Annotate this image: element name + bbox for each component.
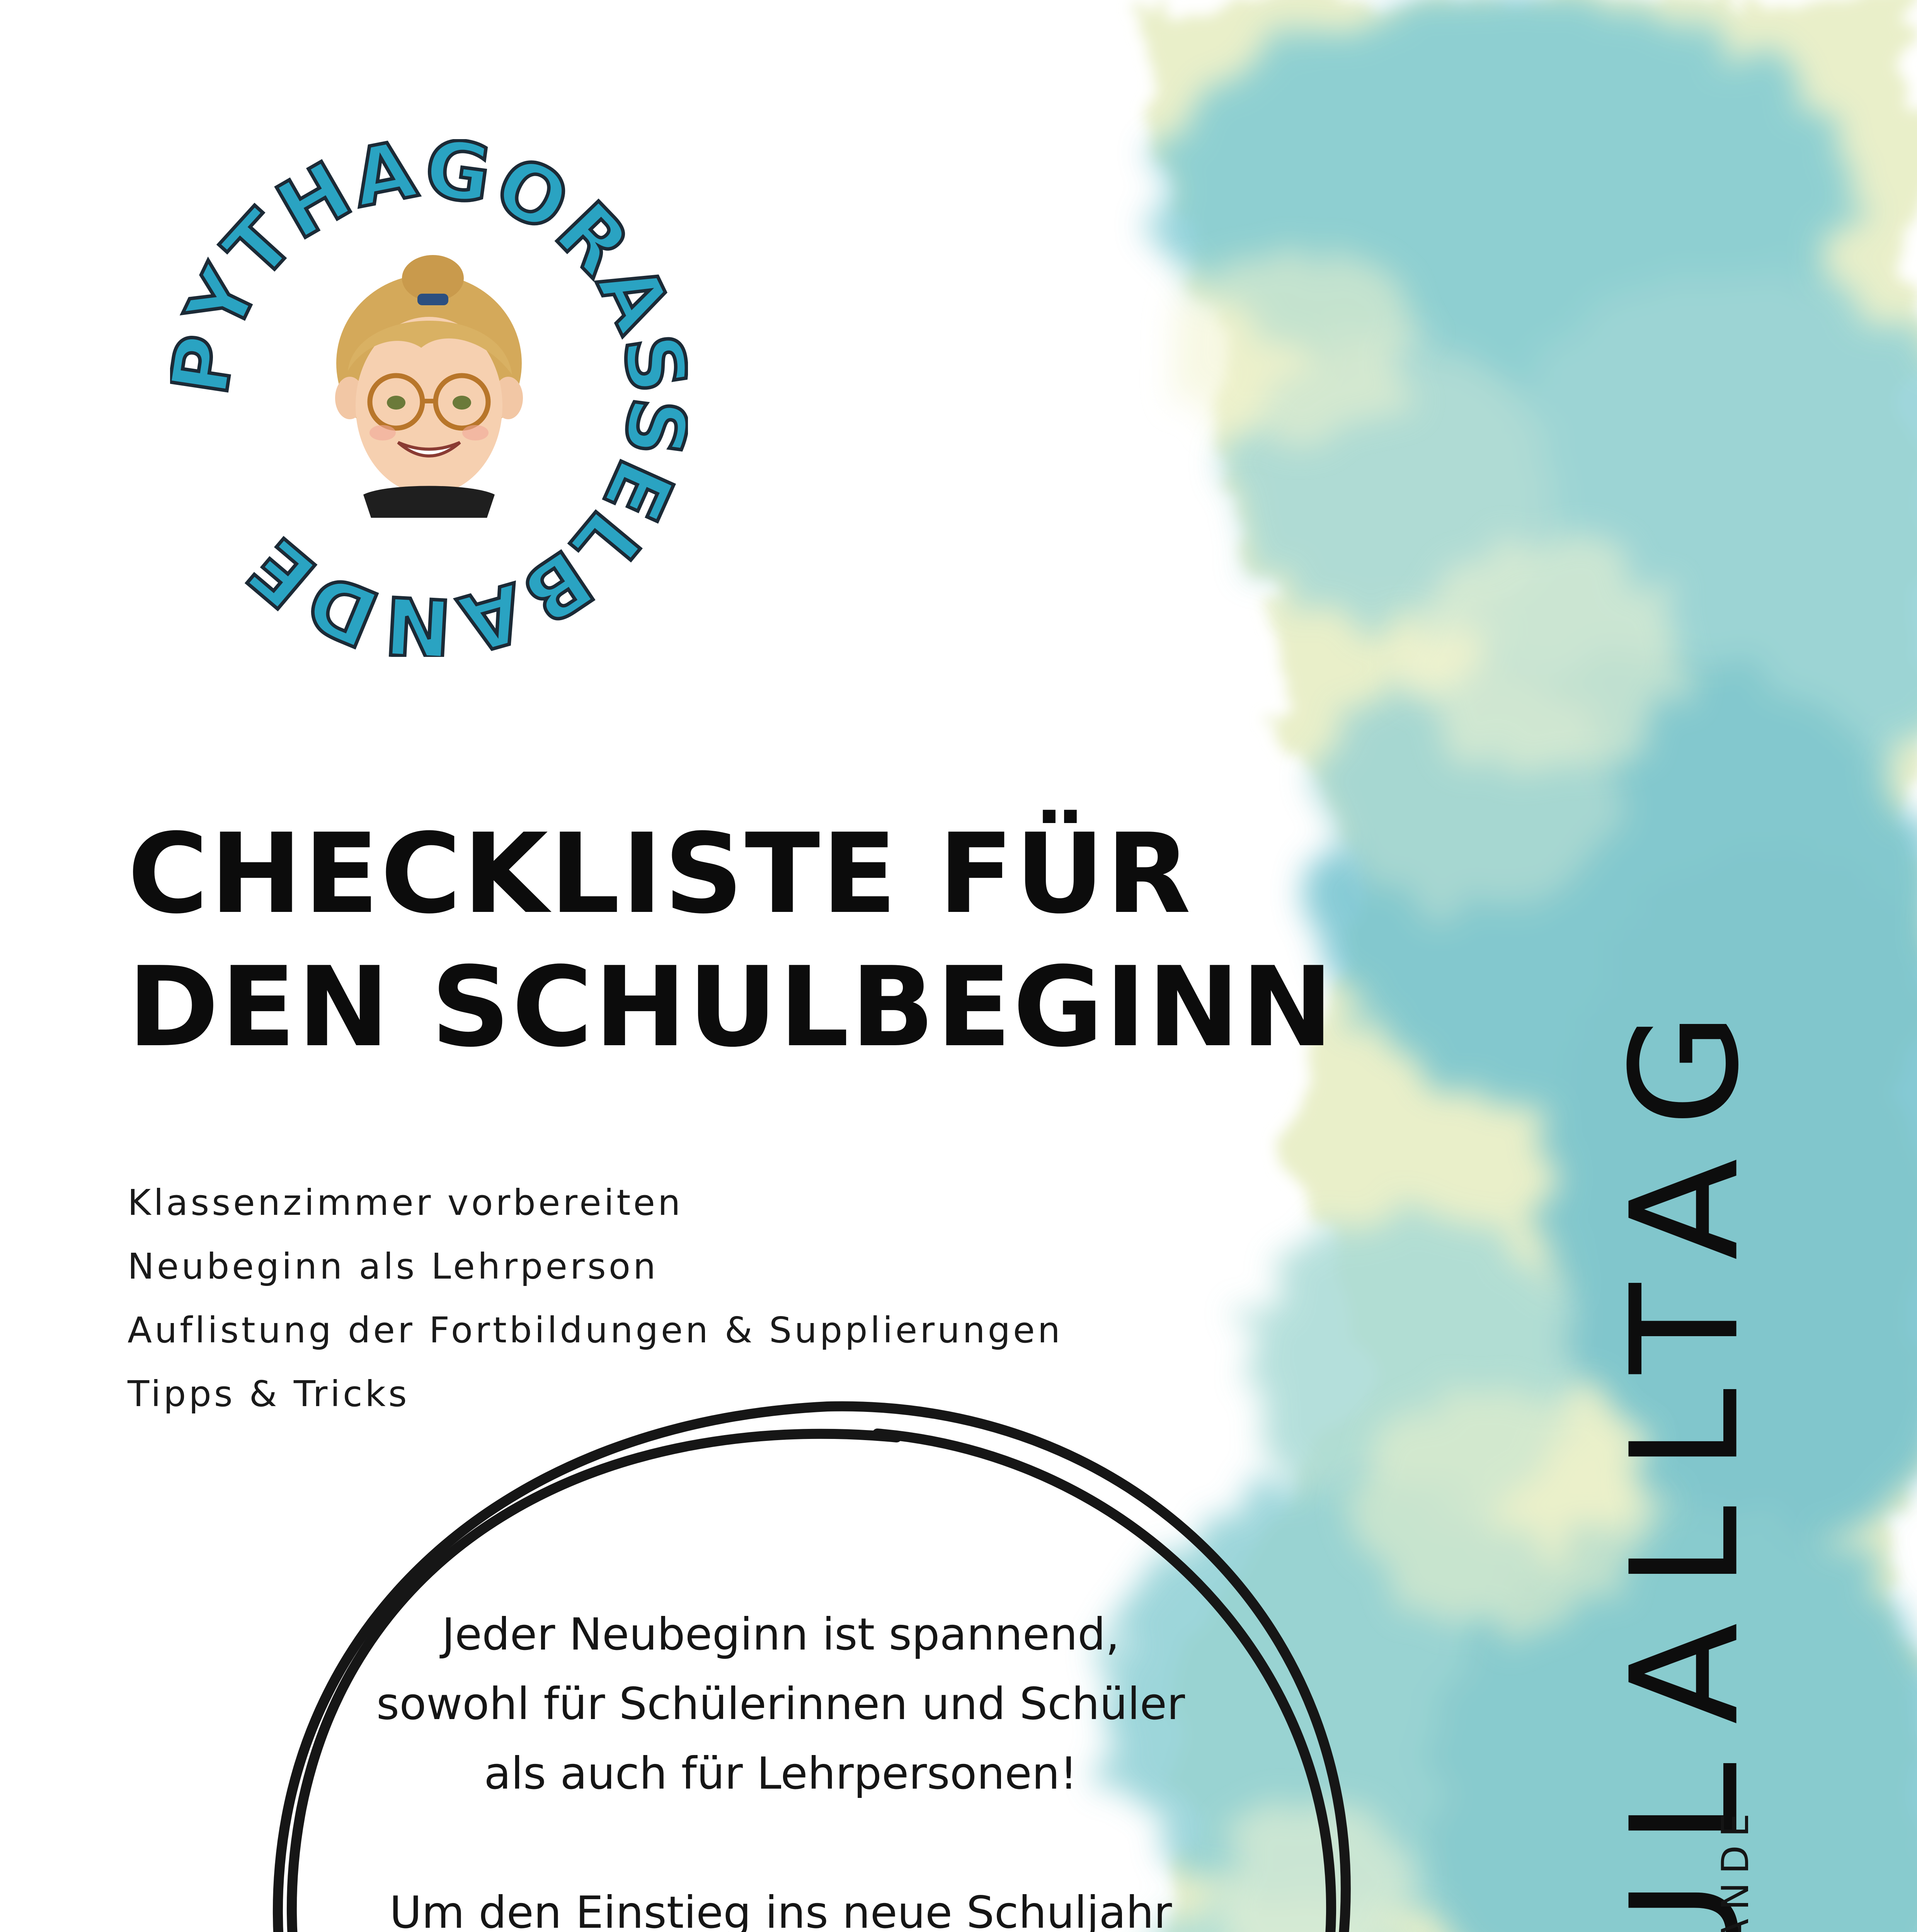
list-item: Neubeginn als Lehrperson <box>128 1235 1063 1298</box>
list-item: Klassenzimmer vorbereiten <box>128 1171 1063 1235</box>
title-line-2: DEN SCHULBEGINN <box>128 941 1403 1074</box>
intro-line: als auch für Lehrpersonen! <box>309 1739 1252 1808</box>
intro-line: sowohl für Schülerinnen und Schüler <box>309 1669 1252 1739</box>
intro-line: Jeder Neubeginn ist spannend, <box>309 1600 1252 1669</box>
title-line-1: CHECKLISTE FÜR <box>128 808 1403 941</box>
list-item: Auflistung der Fortbildungen & Supplierungen <box>128 1298 1063 1362</box>
side-title-text: SCHULALLTAG <box>1600 977 1771 1932</box>
list-item: Tipps & Tricks <box>128 1362 1063 1426</box>
intro-line: Um den Einstieg ins neue Schuljahr <box>309 1878 1252 1932</box>
logo-ring-text: YTHAGORA ELBANDE <box>170 139 688 657</box>
